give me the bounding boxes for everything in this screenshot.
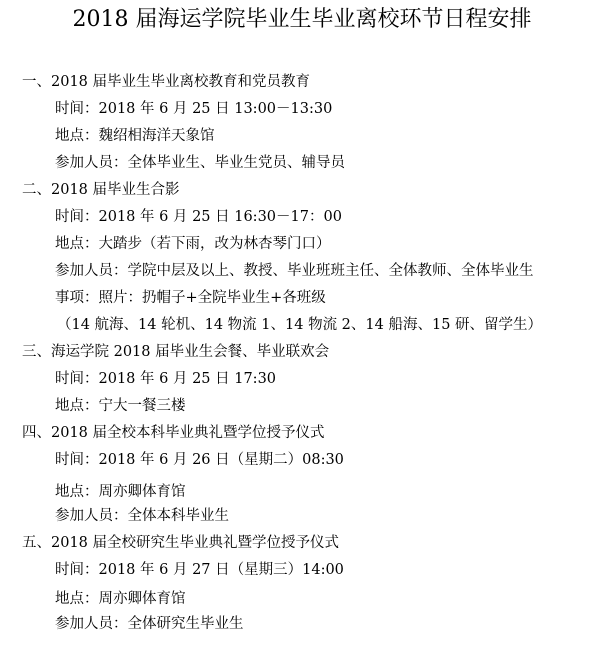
section-2-notes: 事项：照片：扔帽子+全院毕业生+各班级 (55, 290, 326, 306)
section-3-location: 地点：宁大一餐三楼 (55, 398, 186, 414)
section-3-heading: 三、海运学院 2018 届毕业生会餐、毕业联欢会 (22, 344, 330, 360)
section-5-participants: 参加人员：全体研究生毕业生 (55, 616, 244, 632)
section-1-heading: 一、2018 届毕业生毕业离校教育和党员教育 (22, 74, 311, 90)
section-2-heading: 二、2018 届毕业生合影 (22, 182, 180, 198)
section-3-time: 时间：2018 年 6 月 25 日 17:30 (55, 371, 277, 387)
section-2-participants: 参加人员：学院中层及以上、教授、毕业班班主任、全体教师、全体毕业生 (55, 263, 534, 279)
section-1-time: 时间：2018 年 6 月 25 日 13:00－13:30 (55, 101, 333, 117)
section-1-location: 地点：魏绍相海洋天象馆 (55, 128, 215, 144)
section-4-time: 时间：2018 年 6 月 26 日（星期二）08:30 (55, 452, 344, 468)
section-4-heading: 四、2018 届全校本科毕业典礼暨学位授予仪式 (22, 425, 325, 441)
section-5-heading: 五、2018 届全校研究生毕业典礼暨学位授予仪式 (22, 535, 340, 551)
document-title: 2018 届海运学院毕业生毕业离校环节日程安排 (72, 7, 532, 32)
section-1-participants: 参加人员：全体毕业生、毕业生党员、辅导员 (55, 155, 345, 171)
section-2-class-list: （14 航海、14 轮机、14 物流 1、14 物流 2、14 船海、15 研、留学生） (57, 317, 543, 333)
section-5-location: 地点：周亦卿体育馆 (55, 591, 186, 607)
section-2-location: 地点：大踏步（若下雨，改为林杏琴门口） (55, 236, 331, 252)
section-2-time: 时间：2018 年 6 月 25 日 16:30－17：00 (55, 209, 342, 225)
section-5-time: 时间：2018 年 6 月 27 日（星期三）14:00 (55, 562, 344, 578)
section-4-participants: 参加人员：全体本科毕业生 (55, 508, 229, 524)
section-4-location: 地点：周亦卿体育馆 (55, 484, 186, 500)
